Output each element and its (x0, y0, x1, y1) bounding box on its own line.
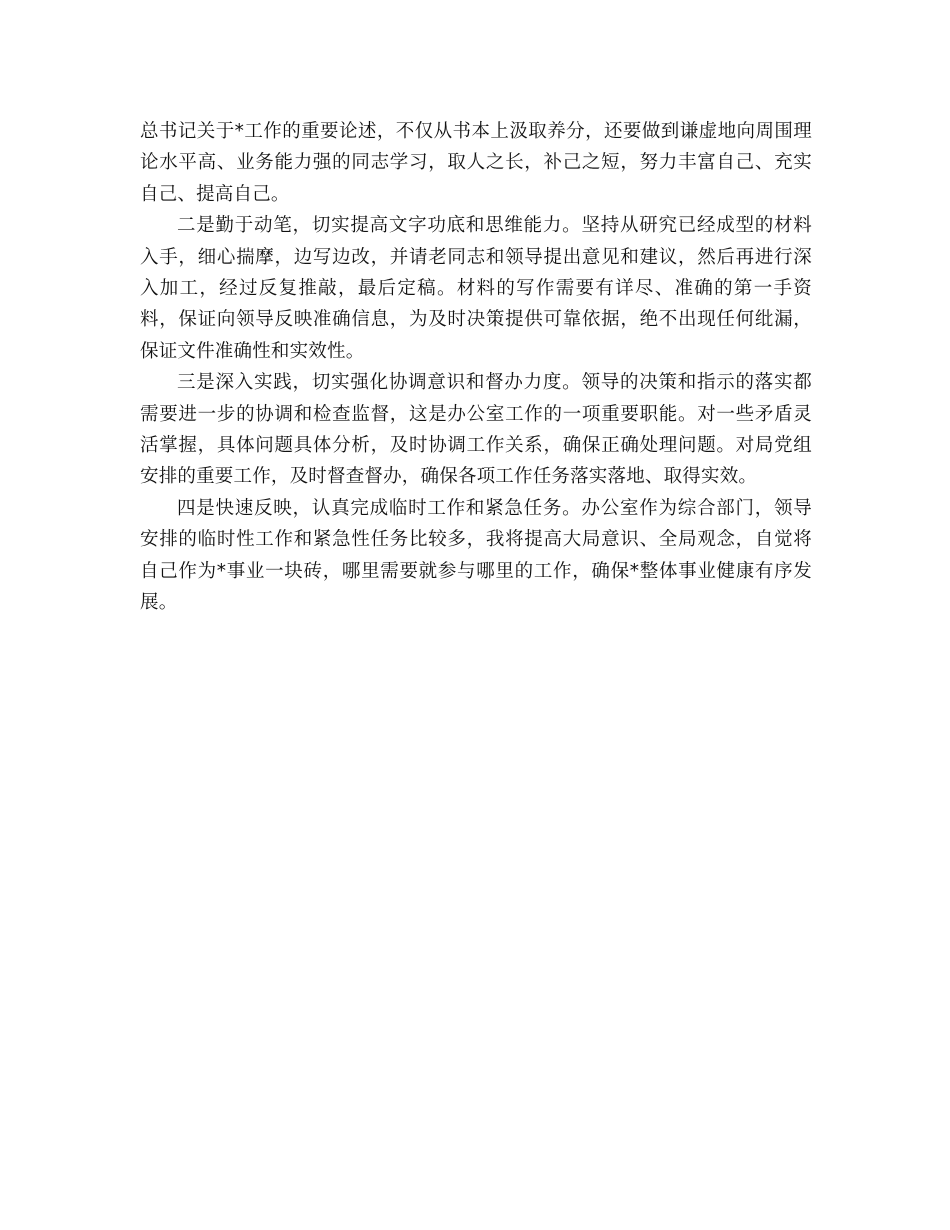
paragraph-continuation: 总书记关于*工作的重要论述，不仅从书本上汲取养分，还要做到谦虚地向周围理论水平高、业务能力强的同志学习，取人之长，补己之短，努力丰富自己、充实自己、提高自己。 (140, 121, 812, 205)
paragraph-point-two: 二是勤于动笔，切实提高文字功底和思维能力。坚持从研究已经成型的材料入手，细心揣摩，边写边改，并请老同志和领导提出意见和建议，然后再进行深入加工，经过反复推敲，最后定稿。材料的写作需要有详尽、准确的第一手资料，保证向领导反映准确信息，为及时决策提供可靠依据，绝不出现任何纰漏，保证文件准确性和实效性。 (140, 215, 812, 362)
document-body (140, 116, 812, 619)
paragraph-point-four: 四是快速反映，认真完成临时工作和紧急任务。办公室作为综合部门，领导安排的临时性工作和紧急性任务比较多，我将提高大局意识、全局观念，自觉将自己作为*事业一块砖，哪里需要就参与哪里的工作，确保*整体事业健康有序发展。 (140, 497, 812, 614)
paragraph-point-three: 三是深入实践，切实强化协调意识和督办力度。领导的决策和指示的落实都需要进一步的协调和检查监督，这是办公室工作的一项重要职能。对一些矛盾灵活掌握，具体问题具体分析，及时协调工作关系，确保正确处理问题。对局党组安排的重要工作，及时督查督办，确保各项工作任务落实落地、取得实效。 (140, 372, 812, 488)
